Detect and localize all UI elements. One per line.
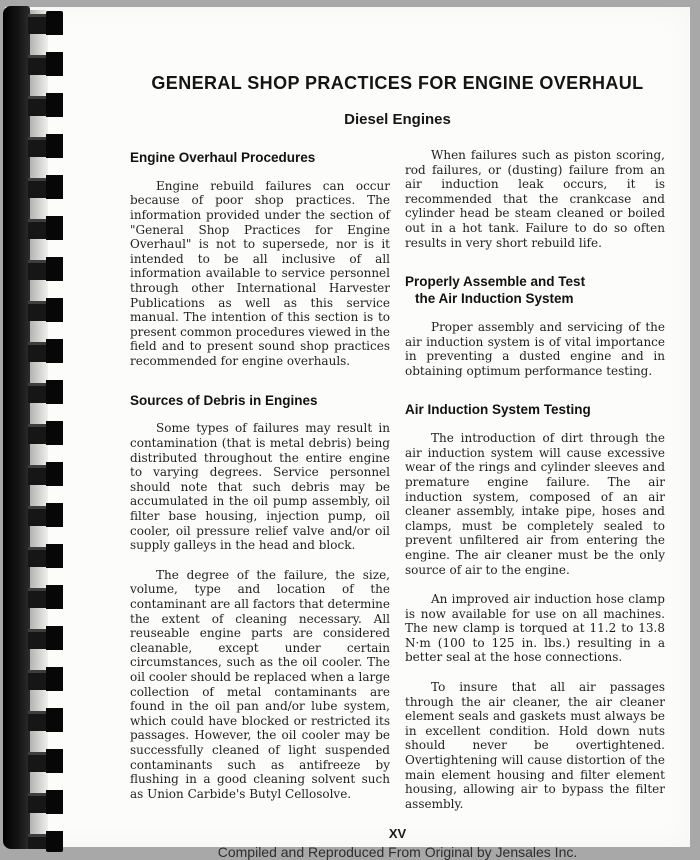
comb-binding	[0, 0, 66, 855]
page-subtitle: Diesel Engines	[344, 111, 451, 128]
heading-properly-assemble-and-test	[405, 274, 665, 308]
footer-caption: Compiled and Reproduced From Original by Jensales Inc.	[217, 844, 578, 860]
paragraph: To insure that all air passages through the air cleaner, the air cleaner element seals and gaskets must always be in excellent condition. Hold down nuts should never be overtightened. Overtightening will cause distortion of the main element housing and filter element housing, allowing air to bypass the filter assembly.	[405, 680, 665, 811]
heading-line: Properly Assemble and Test	[405, 274, 586, 290]
paragraph: The degree of the failure, the size, volume, type and location of the contaminant are all factors that determine the extent of cleaning necessary. All reuseable engine parts are considered cleanable, except under certain circumstances, such as the oil cooler. The oil cooler should be replaced when a large collection of metal contaminants are found in the oil pan and/or lube system, which could have blocked or restricted its passages. However, the oil cooler may be successfully cleaned of light suspended contaminants such as antifreeze by flushing in a good cleaning solvent such as Union Carbide's Butyl Cellosolve.	[130, 567, 390, 801]
paragraph: When failures such as piston scoring, rod failures, or (dusting) failure from an air induction leak occurs, it is recommended that the crankcase and cylinder head be steam cleaned or boiled out in a hot tank. Failure to do so often results in very short rebuild life.	[405, 148, 665, 250]
paragraph: Some types of failures may result in contamination (that is metal debris) being distributed throughout the entire engine to varying degrees. Service personnel should note that such debris may be accumulated in the oil pump assembly, oil filter base housing, injection pump, oil cooler, oil pressure relief valve and/or oil supply galleys in the head and block.	[130, 421, 390, 553]
heading-line: the Air Induction System	[415, 291, 574, 307]
two-column-layout	[130, 148, 665, 826]
binding-teeth-caps	[46, 11, 63, 852]
paragraph: Engine rebuild failures can occur because of poor shop practices. The information provided under the section of "General Shop Practices for Engine Overhaul" is not to supersede, nor is it intended to be all inclusive of all information available to service personnel through other International Harvester Publications as well as this service manual. The intention of this section is to present common procedures viewed in the field and to present sound shop practices recommended for engine overhauls.	[130, 178, 390, 368]
paragraph: The introduction of dirt through the air induction system will cause excessive wear of the rings and cylinder sleeves and premature engine failure. The air induction system, composed of an air cleaner assembly, intake pipe, hoses and clamps, must be completely sealed to prevent unfiltered air from entering the engine. The air cleaner must be the only source of air to the engine.	[405, 431, 665, 577]
left-column	[130, 148, 390, 826]
page-number: XV	[388, 826, 407, 842]
right-column	[405, 148, 665, 826]
heading-air-induction-system-testing: Air Induction System Testing	[405, 402, 591, 418]
heading-engine-overhaul-procedures: Engine Overhaul Procedures	[130, 150, 316, 165]
paragraph: An improved air induction hose clamp is now available for use on all machines. The new clamp is torqued at 11.2 to 13.8 N·m (100 to 125 in. lbs.) resulting in a better seal at the hose connections.	[405, 592, 665, 665]
page-content	[130, 7, 665, 860]
binding-spine	[3, 6, 30, 849]
heading-sources-of-debris: Sources of Debris in Engines	[130, 392, 318, 408]
page-title: GENERAL SHOP PRACTICES FOR ENGINE OVERHAUL	[151, 73, 644, 93]
paragraph: Proper assembly and servicing of the air induction system is of vital importance in preventing a dusted engine and in obtaining optimum performance testing.	[405, 319, 665, 378]
manual-page	[5, 7, 690, 860]
